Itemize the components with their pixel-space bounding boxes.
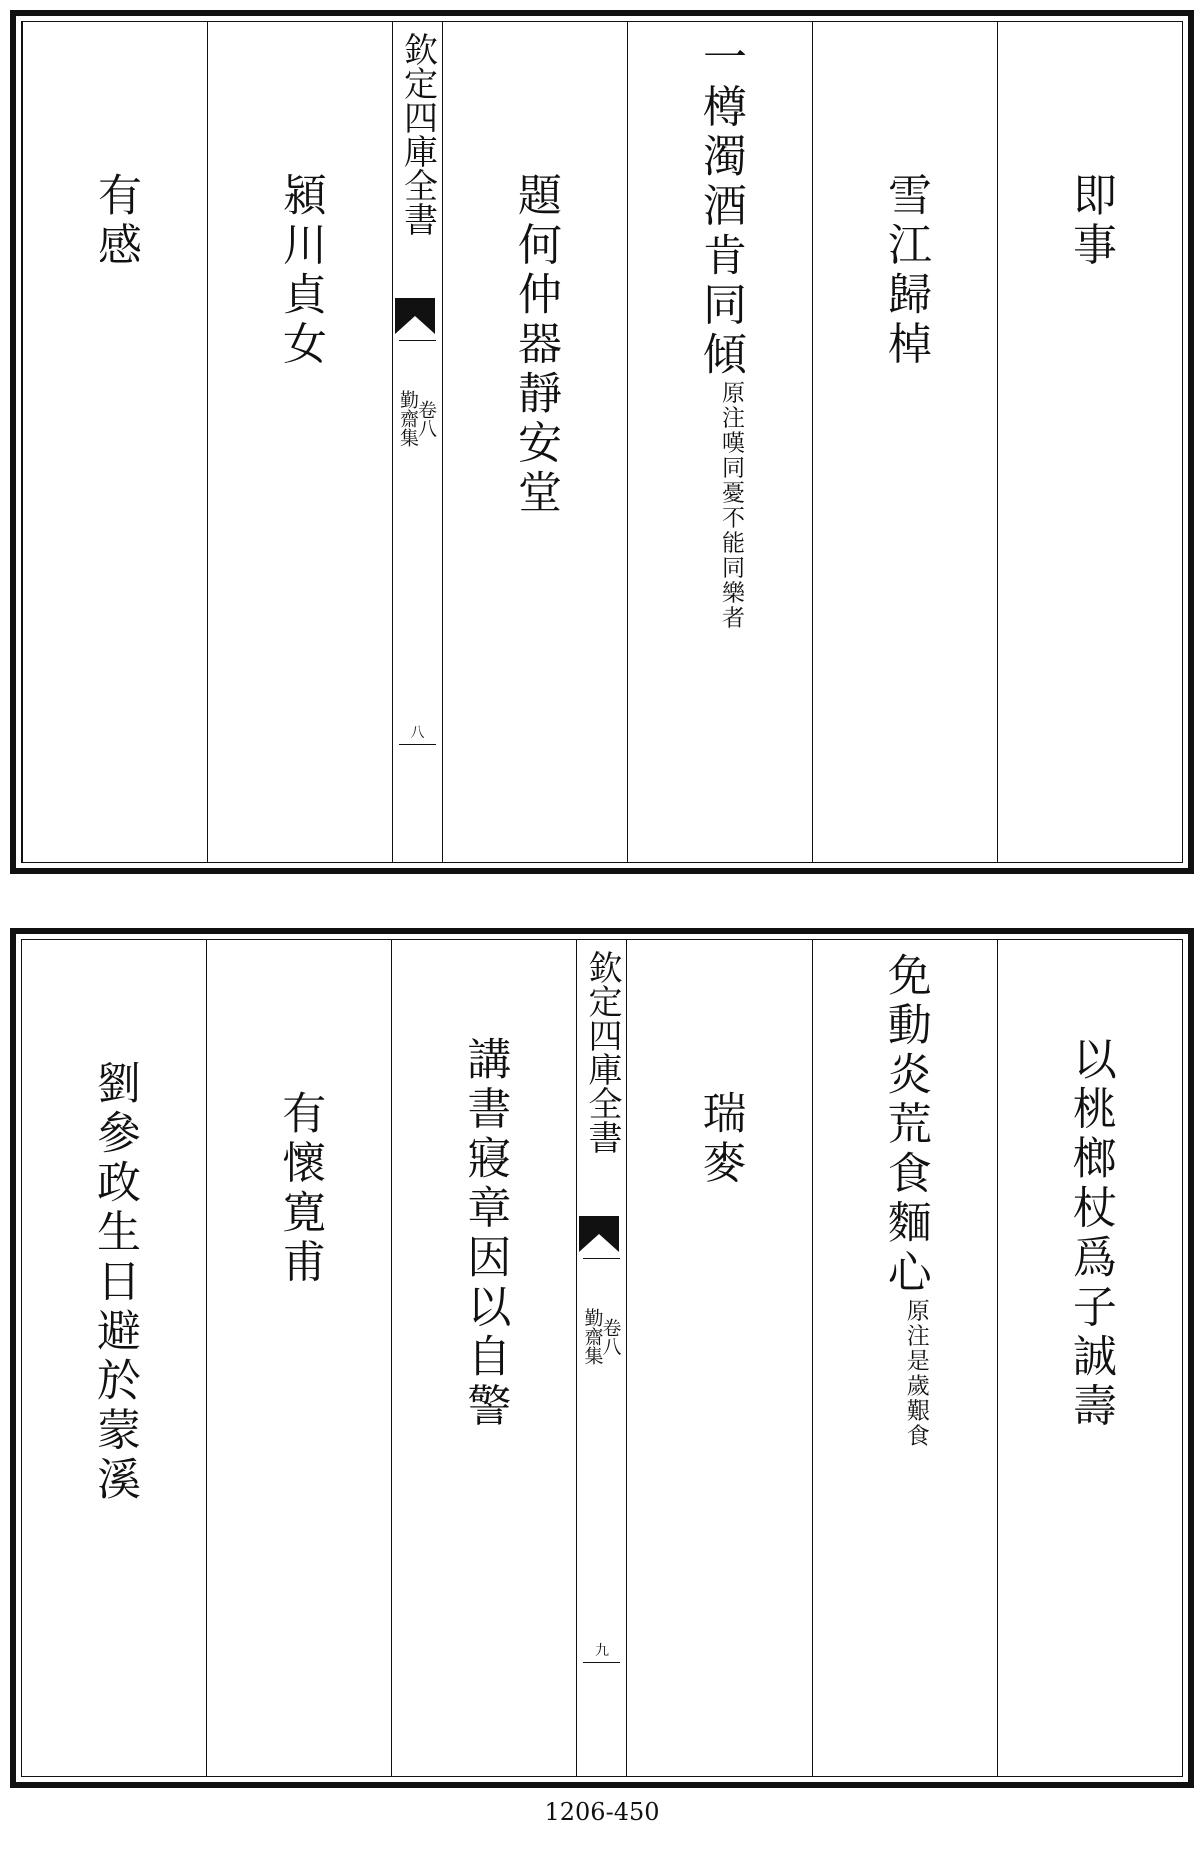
column-text: 講書寢章因以自警 bbox=[459, 1036, 511, 1432]
divider bbox=[399, 744, 436, 745]
lower-page-columns bbox=[22, 940, 1182, 1776]
text-column bbox=[812, 940, 997, 1776]
poem-title bbox=[694, 1090, 746, 1189]
column-text: 以桃榔杖爲子誠壽 bbox=[1064, 1036, 1116, 1432]
divider bbox=[583, 1662, 620, 1663]
poem-line bbox=[879, 952, 931, 1449]
divider bbox=[583, 1258, 620, 1259]
poem-title bbox=[459, 1036, 511, 1432]
column-text: 劉參政生日避於蒙溪 bbox=[89, 1060, 141, 1506]
divider bbox=[399, 340, 436, 341]
center-fold-column bbox=[576, 940, 626, 1776]
poem-title bbox=[1065, 172, 1116, 271]
column-text: 有感 bbox=[90, 172, 141, 271]
fishtail-mark-icon bbox=[395, 298, 435, 334]
annotation-note: 原注嘆同憂不能同樂者 bbox=[718, 380, 744, 631]
text-column bbox=[627, 22, 812, 862]
column-text: 有懷寛甫 bbox=[274, 1090, 326, 1288]
text-column bbox=[442, 22, 627, 862]
column-text: 瑞麥 bbox=[694, 1090, 746, 1189]
book-name: 勤齋集 bbox=[397, 390, 419, 447]
upper-page-columns bbox=[22, 22, 1182, 862]
fishtail-mark-icon bbox=[579, 1216, 619, 1252]
volume-number: 卷八 bbox=[599, 1318, 622, 1356]
poem-line bbox=[695, 34, 746, 631]
poem-title bbox=[510, 172, 561, 519]
text-column bbox=[206, 940, 391, 1776]
volume-number: 卷八 bbox=[415, 400, 437, 438]
poem-title bbox=[90, 172, 141, 271]
poem-title bbox=[275, 172, 326, 370]
center-fold-column bbox=[392, 22, 442, 862]
text-column bbox=[207, 22, 392, 862]
poem-title bbox=[89, 1060, 141, 1506]
poem-title bbox=[1064, 1036, 1116, 1432]
column-text: 題何仲器靜安堂 bbox=[510, 172, 561, 519]
text-column bbox=[22, 940, 206, 1776]
column-text: 免動炎荒食麵心 bbox=[879, 952, 931, 1299]
text-column bbox=[997, 940, 1182, 1776]
poem-title bbox=[274, 1090, 326, 1288]
leaf-number: 九 bbox=[594, 1643, 609, 1659]
column-text: 即事 bbox=[1065, 172, 1116, 271]
upper-page bbox=[10, 10, 1194, 874]
text-column bbox=[997, 22, 1182, 862]
book-name: 勤齋集 bbox=[581, 1308, 604, 1365]
column-text: 潁川貞女 bbox=[275, 172, 326, 370]
column-text: 一樽濁酒肯同傾 bbox=[695, 34, 746, 381]
collection-title: 欽定四庫全書 bbox=[581, 950, 622, 1154]
text-column bbox=[812, 22, 997, 862]
page-code: 1206-450 bbox=[544, 1798, 660, 1826]
text-column bbox=[626, 940, 811, 1776]
poem-title bbox=[880, 172, 931, 370]
text-column bbox=[391, 940, 576, 1776]
leaf-number: 八 bbox=[410, 725, 425, 741]
annotation-note: 原注是歲艱食 bbox=[902, 1298, 929, 1449]
collection-title: 欽定四庫全書 bbox=[397, 32, 438, 236]
lower-page bbox=[10, 928, 1194, 1788]
column-text: 雪江歸棹 bbox=[880, 172, 931, 370]
text-column bbox=[22, 22, 207, 862]
